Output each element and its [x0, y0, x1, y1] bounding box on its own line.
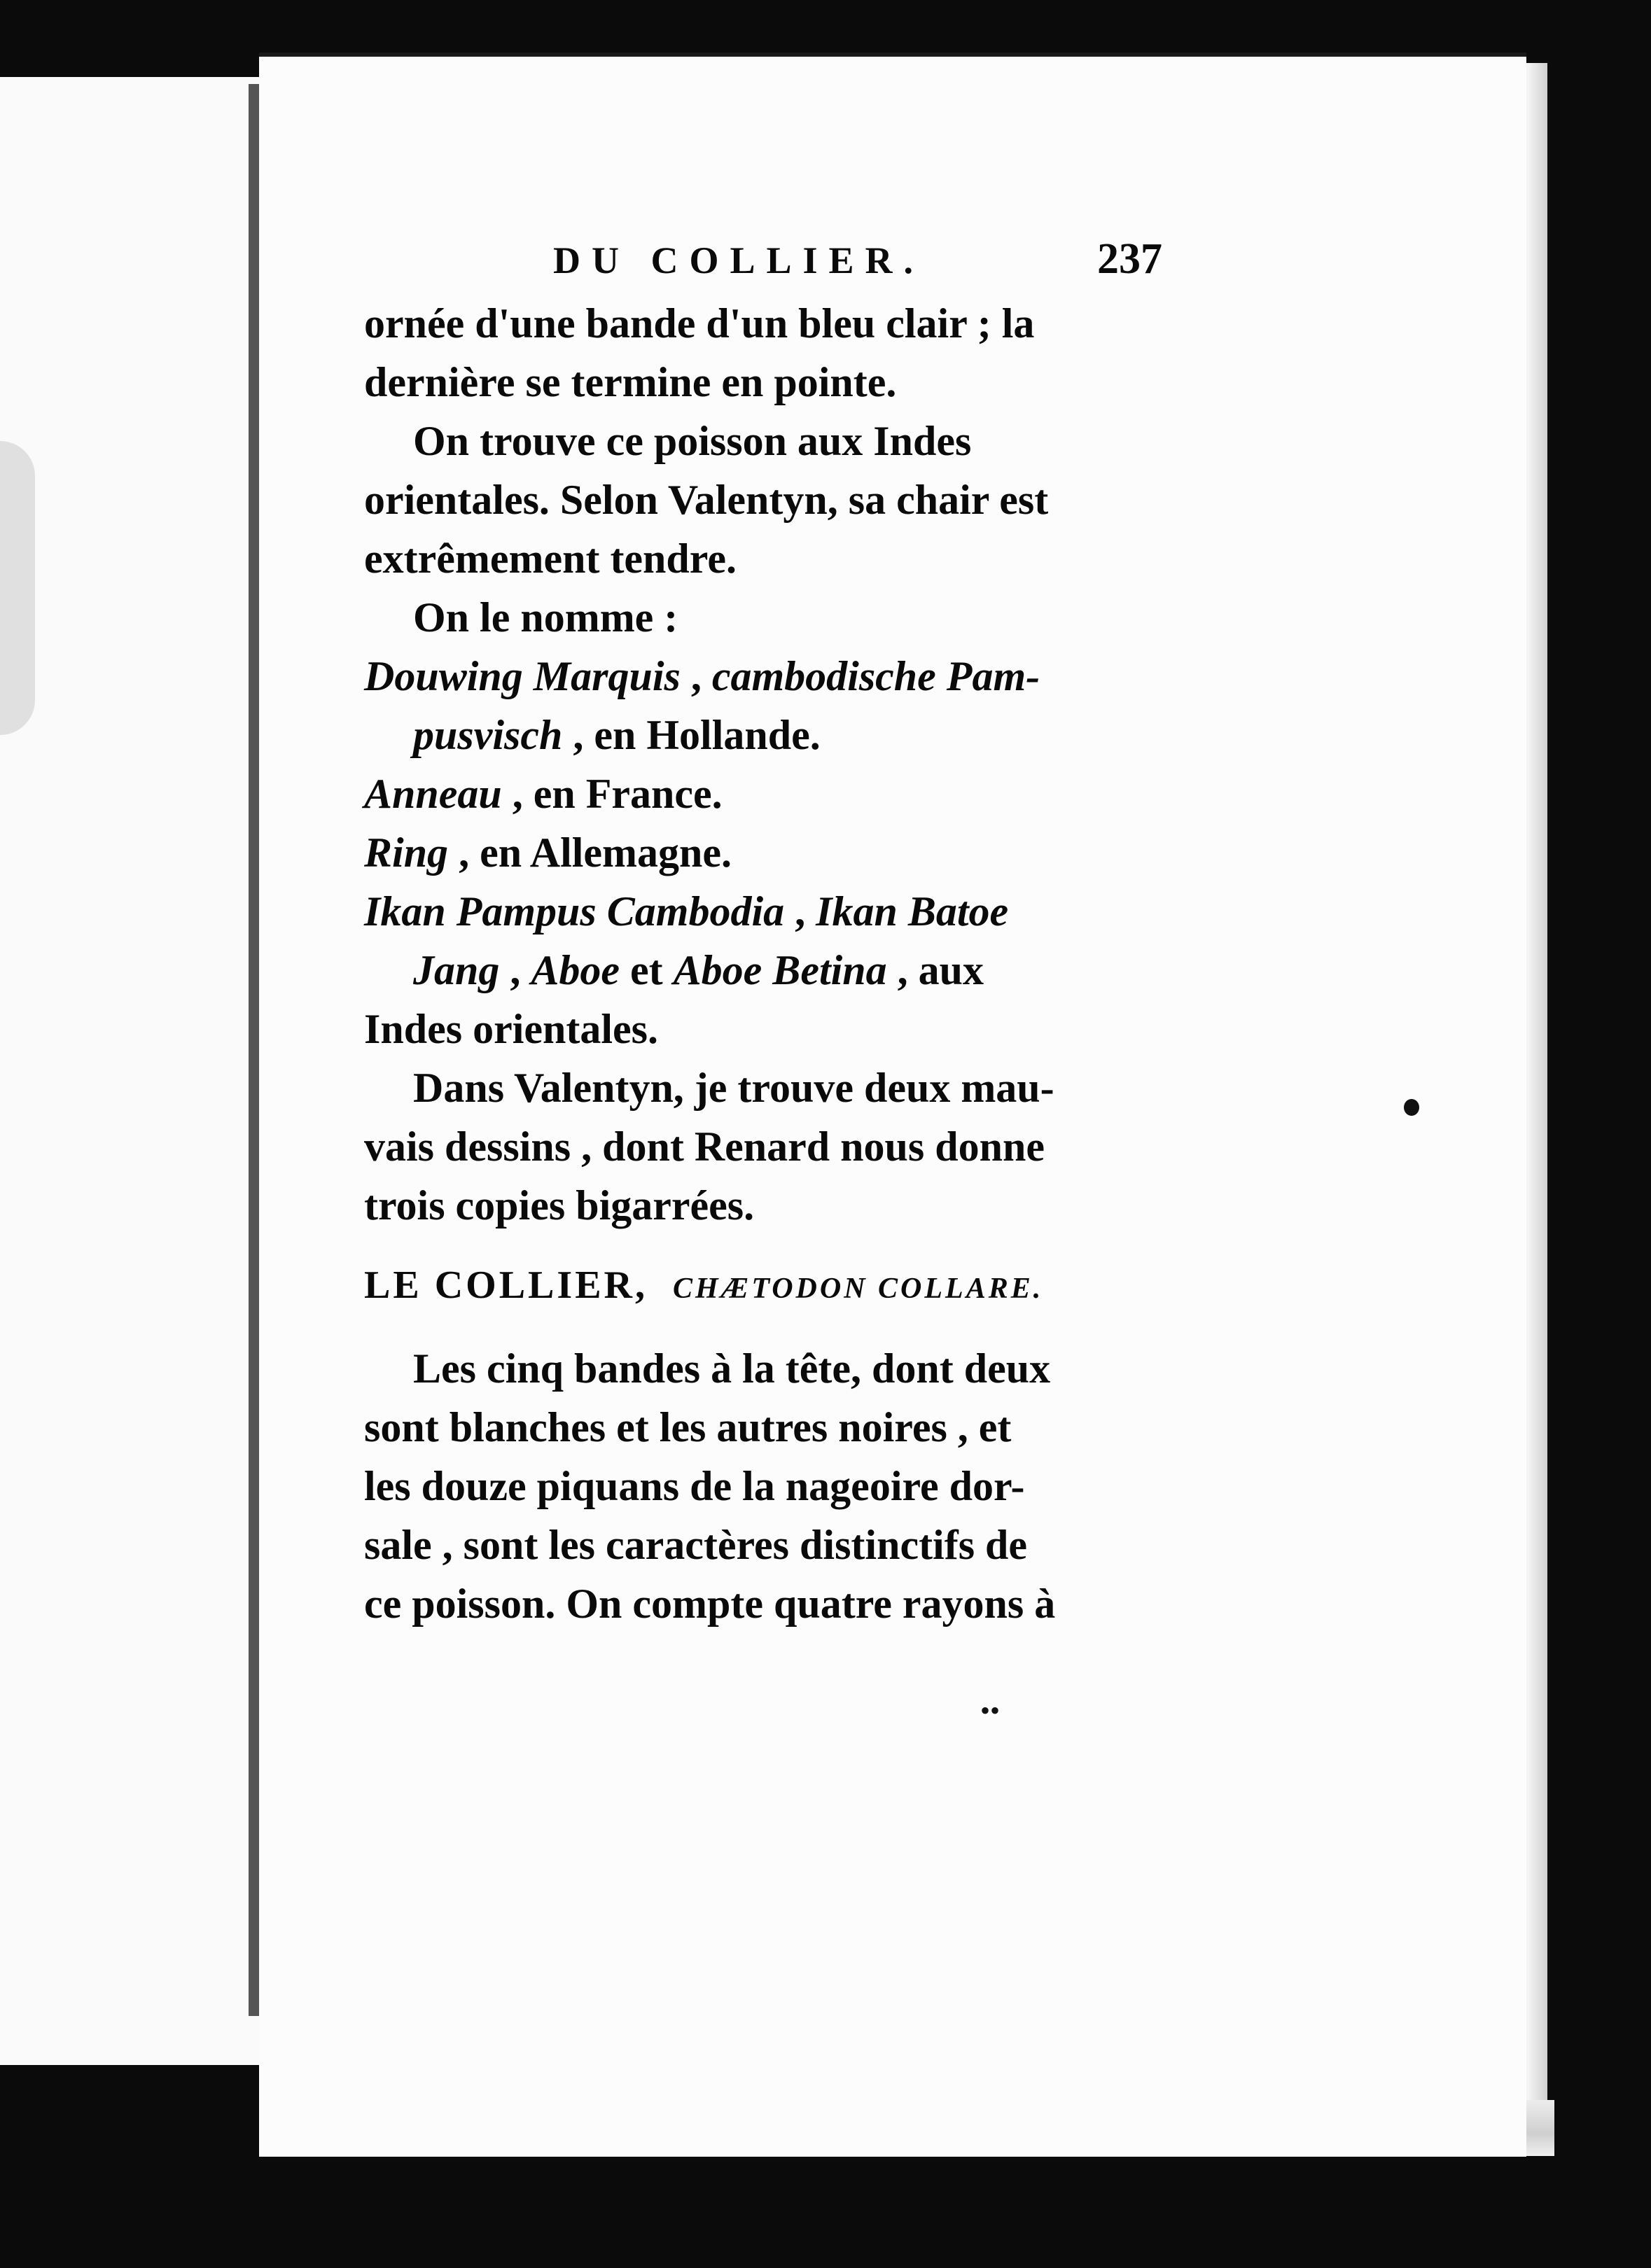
text-line: vais dessins , dont Renard nous donne: [364, 1124, 1045, 1170]
text-line: les douze piquans de la nageoire dor-: [364, 1463, 1025, 1509]
name-roman: , en Allemagne.: [448, 830, 732, 876]
text-line: Dans Valentyn, je trouve deux mau-: [413, 1065, 1054, 1111]
spacer: [364, 1318, 1169, 1339]
name-entry: [364, 823, 1169, 882]
text-line: dernière se termine en pointe.: [364, 359, 897, 405]
name-entry-cont: [364, 706, 1169, 764]
text-line: sont blanches et les autres noires , et: [364, 1404, 1012, 1450]
name-italic: Douwing Marquis: [364, 653, 681, 699]
name-entry: Indes orientales.: [364, 1006, 658, 1052]
name-roman: ,: [680, 653, 712, 699]
name-entry: [364, 882, 1169, 941]
section-title: LE COLLIER: [364, 1264, 635, 1307]
section-latin-name: CHÆTODON COLLARE.: [673, 1273, 1044, 1305]
text-line: ornée d'une bande d'un bleu clair ; la: [364, 300, 1035, 346]
signature-mark: ••: [980, 1695, 1001, 1726]
running-head: [553, 234, 1162, 298]
name-italic: pusvisch: [413, 712, 563, 758]
text-line: orientales. Selon Valentyn, sa chair est: [364, 477, 1049, 523]
text-line: sale , sont les caractères distinctifs de: [364, 1522, 1028, 1568]
name-entry: [364, 764, 1169, 823]
name-roman: , en France.: [501, 771, 723, 817]
text-line: On le nomme :: [413, 594, 678, 640]
name-roman: , en Hollande.: [562, 712, 821, 758]
page-number: 237: [1097, 235, 1162, 283]
name-entry: [364, 647, 1169, 706]
name-roman: ,: [784, 888, 816, 934]
text-line: Les cinq bandes à la tête, dont deux: [413, 1345, 1051, 1392]
name-roman: et: [620, 947, 674, 993]
spacer: [364, 1235, 1169, 1256]
text-line: trois copies bigarrées.: [364, 1182, 755, 1228]
name-italic: Jang: [413, 947, 500, 993]
text-line: ce poisson. On compte quatre rayons à: [364, 1581, 1056, 1627]
running-head-title: DU COLLIER.: [553, 239, 925, 281]
name-italic: Ikan Batoe: [816, 888, 1009, 934]
name-italic: Ikan Pampus Cambodia: [364, 888, 785, 934]
name-entry-cont: [364, 941, 1169, 1000]
name-italic: Anneau: [364, 771, 502, 817]
name-italic: cambodische Pam-: [711, 653, 1040, 699]
ink-spot: [1404, 1099, 1419, 1116]
section-heading: LE COLLIER, CHÆTODON COLLARE.: [364, 1264, 1044, 1307]
text-line: On trouve ce poisson aux Indes: [413, 418, 972, 464]
text-line: extrêmement tendre.: [364, 536, 737, 582]
name-roman: ,: [499, 947, 531, 993]
name-italic: Aboe: [531, 947, 620, 993]
name-italic: Aboe Betina: [673, 947, 887, 993]
page-body: [364, 294, 1169, 1633]
name-italic: Ring: [364, 830, 449, 876]
left-page-fold: [0, 441, 35, 735]
name-roman: , aux: [886, 947, 984, 993]
